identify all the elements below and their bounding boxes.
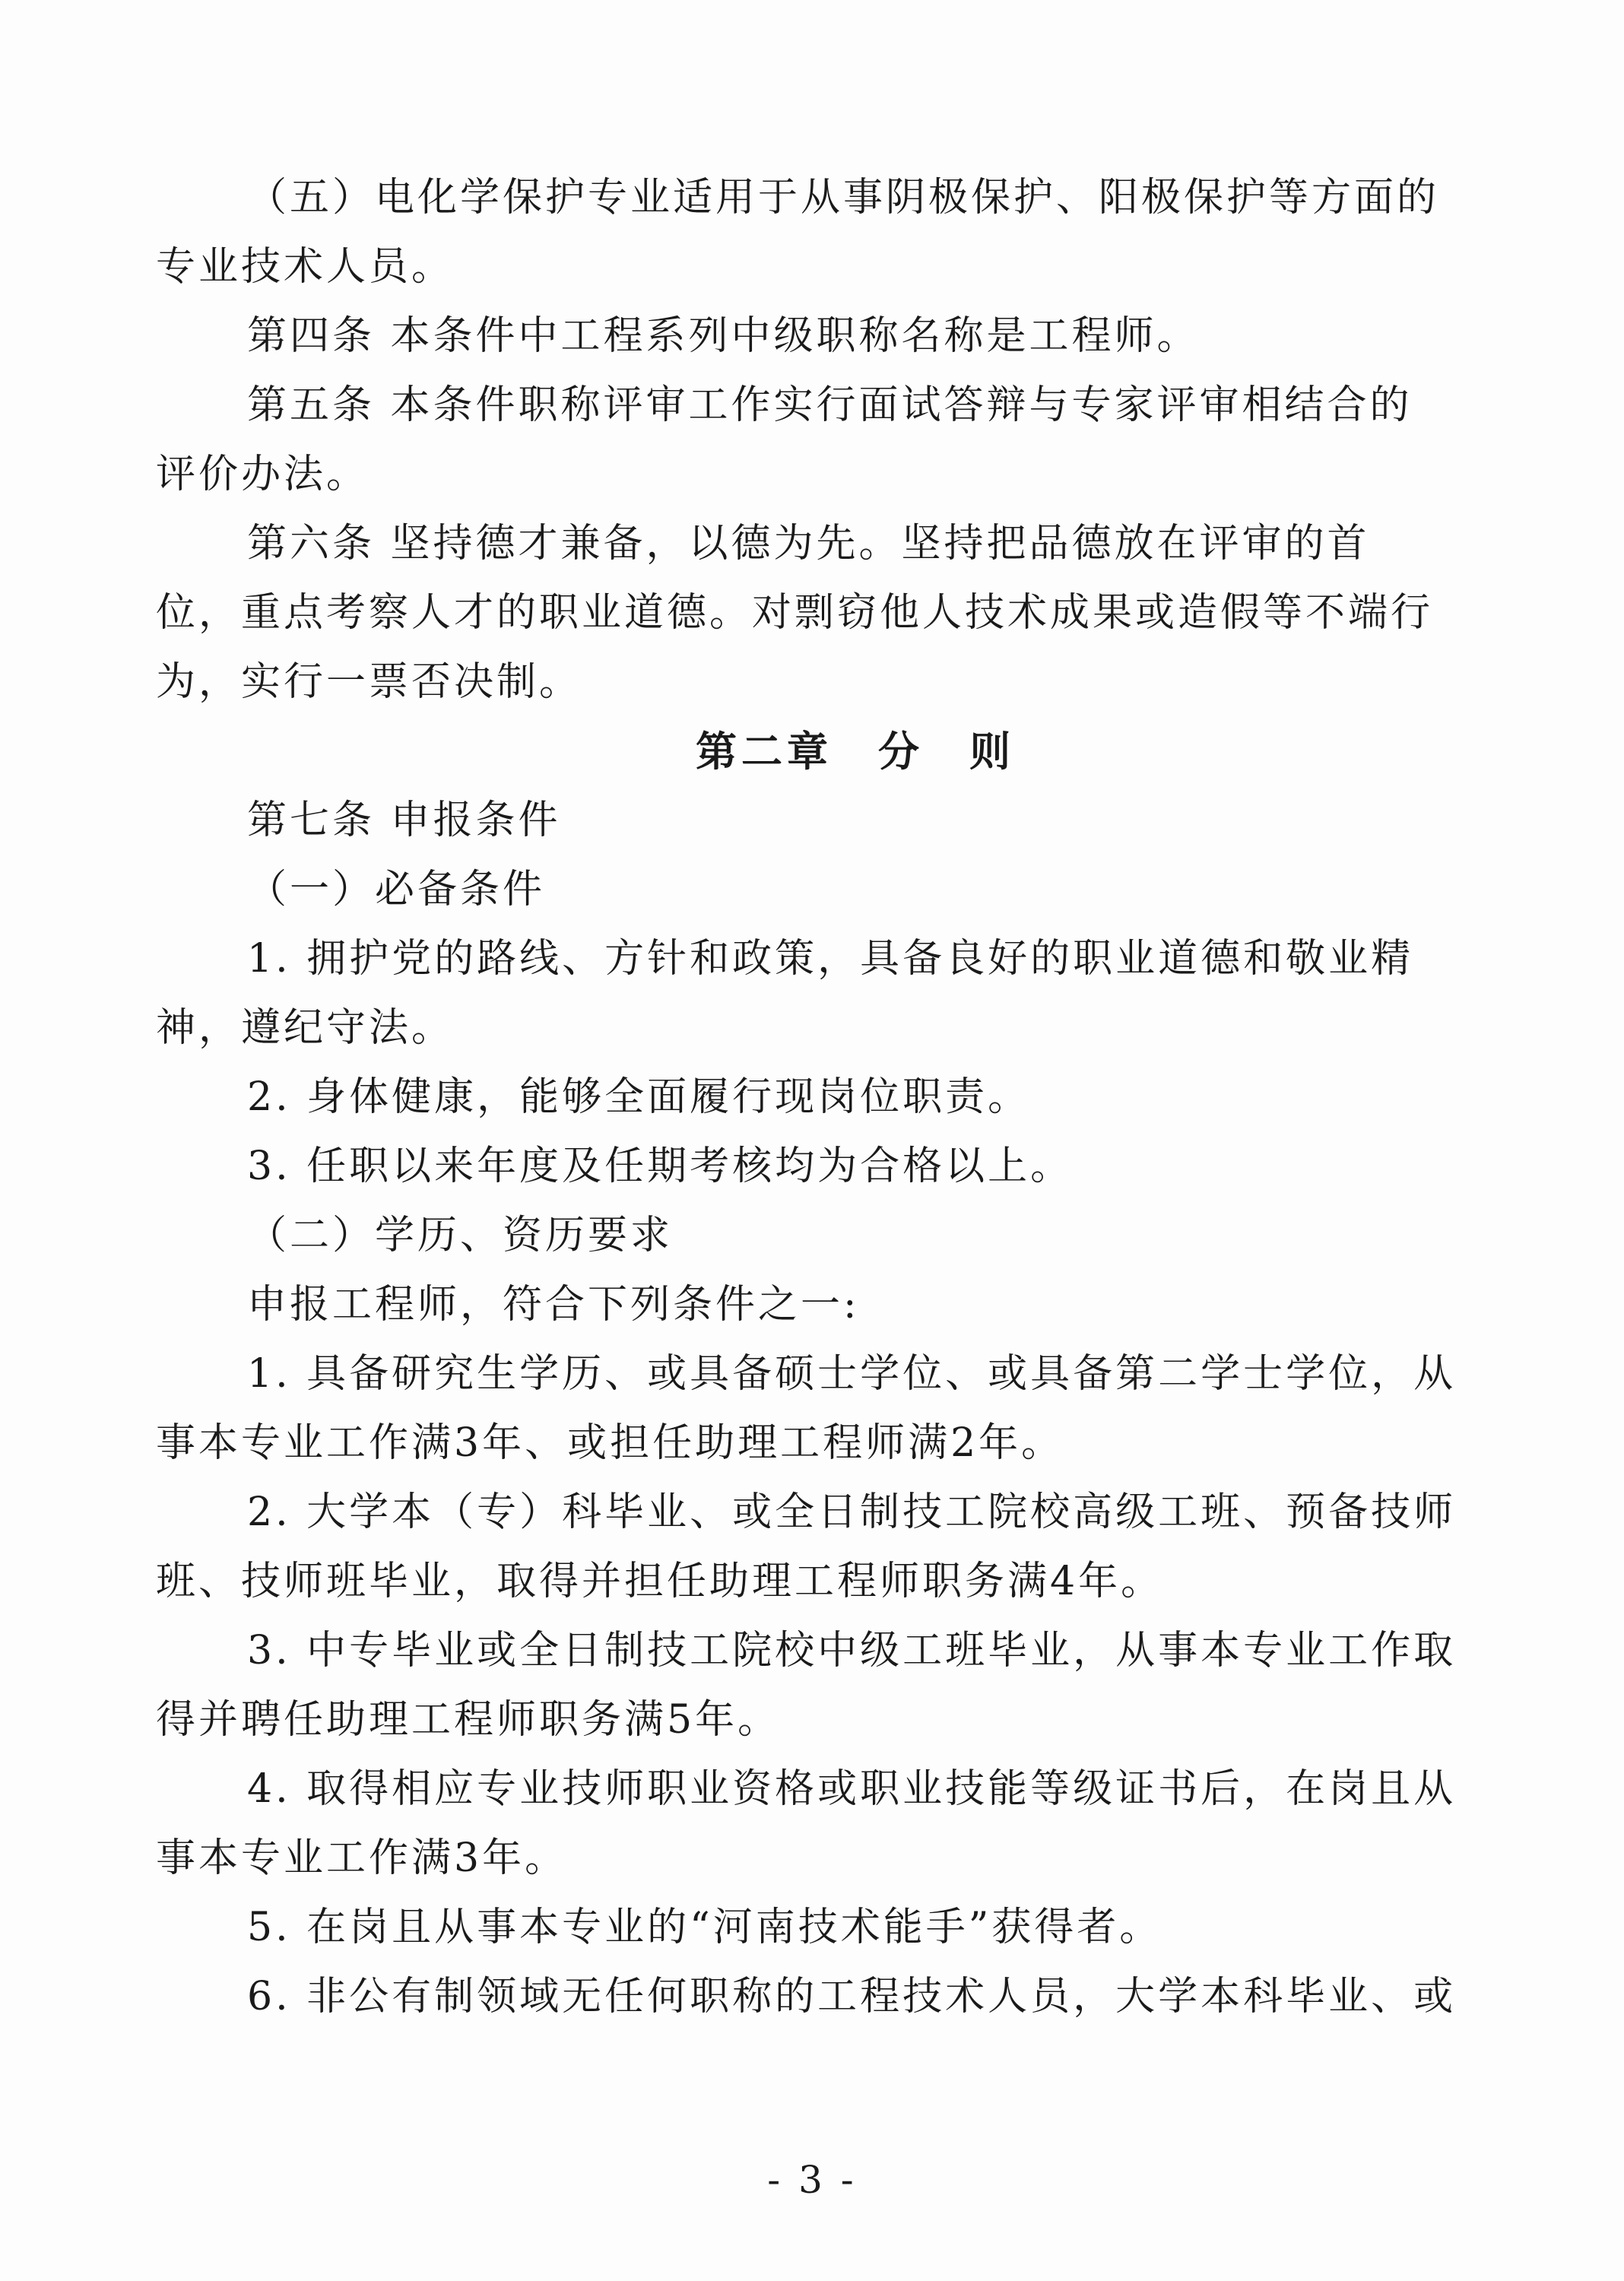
article-7-line: 第七条 申报条件: [247, 798, 561, 843]
paragraph-line: 评价办法。: [156, 452, 370, 497]
article-5-line: 第五条 本条件职称评审工作实行面试答辩与专家评审相结合的: [247, 382, 1413, 428]
page-number: - 3 -: [767, 2158, 857, 2202]
list-item-line: 4. 取得相应专业技师职业资格或职业技能等级证书后，在岗且从: [247, 1766, 1457, 1812]
paragraph-line: 神，遵纪守法。: [156, 1005, 455, 1051]
paragraph-line: 事本专业工作满3年、或担任助理工程师满2年。: [156, 1420, 1064, 1466]
list-item-line: 2. 身体健康，能够全面履行现岗位职责。: [247, 1074, 1031, 1120]
list-item-line: 2. 大学本（专）科毕业、或全日制技工院校高级工班、预备技师: [247, 1489, 1457, 1535]
list-item-line: 5. 在岗且从事本专业的“河南技术能手”获得者。: [247, 1905, 1162, 1950]
paragraph-line: 事本专业工作满3年。: [156, 1835, 568, 1881]
list-item-line: 3. 任职以来年度及任期考核均为合格以上。: [247, 1144, 1074, 1189]
paragraph-line: 位，重点考察人才的职业道德。对剽窃他人技术成果或造假等不端行: [156, 590, 1434, 636]
document-body: [156, 163, 1494, 2032]
paragraph-line: 为，实行一票否决制。: [156, 659, 582, 705]
chapter-heading: 第二章 分 则: [696, 728, 1015, 776]
article-6-line: 第六条 坚持德才兼备，以德为先。坚持把品德放在评审的首: [247, 521, 1370, 566]
list-item-line: 3. 中专毕业或全日制技工院校中级工班毕业，从事本专业工作取: [247, 1628, 1457, 1673]
paragraph-line: 申报工程师，符合下列条件之一:: [247, 1282, 860, 1328]
paragraph-line: 得并聘任助理工程师职务满5年。: [156, 1697, 781, 1743]
paragraph-line: 专业技术人员。: [156, 244, 455, 290]
section-heading: （一）必备条件: [247, 867, 546, 912]
list-item-line: 1. 具备研究生学历、或具备硕士学位、或具备第二学士学位，从: [247, 1351, 1457, 1397]
section-heading: （二）学历、资历要求: [247, 1213, 674, 1258]
article-4-line: 第四条 本条件中工程系列中级职称名称是工程师。: [247, 313, 1200, 359]
list-item-line: 1. 拥护党的路线、方针和政策，具备良好的职业道德和敬业精: [247, 936, 1414, 982]
paragraph-line: （五）电化学保护专业适用于从事阴极保护、阳极保护等方面的: [247, 175, 1440, 220]
paragraph-line: 班、技师班毕业，取得并担任助理工程师职务满4年。: [156, 1559, 1164, 1604]
list-item-line: 6. 非公有制领域无任何职称的工程技术人员，大学本科毕业、或: [247, 1974, 1457, 2019]
